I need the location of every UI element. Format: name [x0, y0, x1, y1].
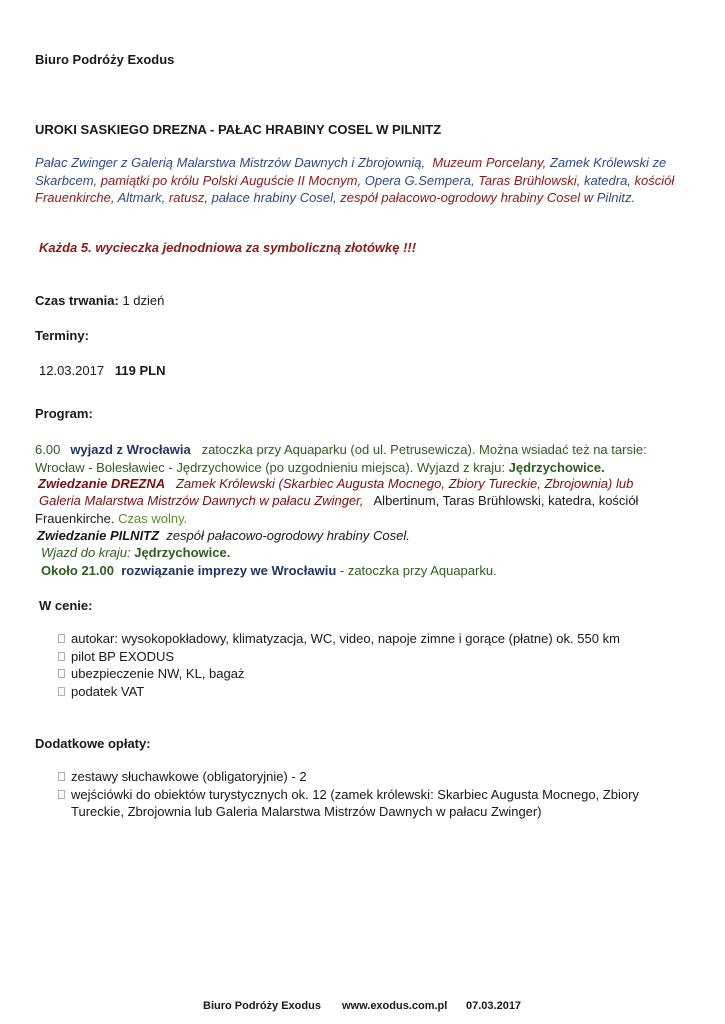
company-header: Biuro Podróży Exodus — [35, 52, 175, 67]
program-line-3 — [38, 476, 633, 491]
program-border: Jędrzychowice. — [508, 460, 605, 475]
program-text: Frauenkirche. — [35, 511, 115, 526]
intro-item: Pałac Zwinger z Galerią Malarstwa Mistrzów Dawnych i Zbrojownią, — [35, 155, 426, 170]
program-free-time: Czas wolny. — [118, 511, 188, 526]
list-item — [35, 683, 695, 701]
intro-item: Pilnitz. — [596, 190, 636, 205]
intro-item: ratusz, — [168, 190, 208, 205]
program-departure: wyjazd z Wrocławia — [70, 442, 191, 457]
intro-item: zespół pałacowo-ogrodowy hrabiny Cosel w — [340, 190, 594, 205]
footer-company: Biuro Podróży Exodus — [203, 1000, 321, 1012]
checkbox-icon — [58, 669, 65, 678]
program-line-4 — [39, 493, 638, 508]
list-item-text: podatek VAT — [71, 683, 145, 699]
intro-item: pamiątki po królu Polski Auguście II Mocnym, — [100, 172, 362, 188]
program-line-8 — [41, 563, 497, 578]
intro-paragraph — [35, 154, 675, 207]
included-list — [35, 630, 695, 700]
intro-item: kościół Frauenkirche, — [35, 172, 675, 205]
term-price: 119 PLN — [114, 363, 166, 378]
intro-item: ze Skarbcem, — [35, 155, 667, 188]
program-return: rozwiązanie imprezy we Wrocławiu — [121, 563, 337, 578]
extras-list — [35, 768, 665, 821]
program-line-2 — [35, 460, 605, 475]
list-item-text: ubezpieczenie NW, KL, bagaż — [71, 666, 245, 681]
program-text: Albertinum, Taras Brühlowski, katedra, kościół — [373, 493, 639, 508]
program-dresden: Zwiedzanie DREZNA — [38, 476, 166, 491]
list-item-text: zestawy słuchawkowe (obligatoryjnie) - 2 — [71, 769, 307, 784]
program-line-1 — [35, 442, 647, 457]
program-text: zespół pałacowo-ogrodowy hrabiny Cosel. — [166, 528, 410, 543]
program-line-7 — [41, 545, 230, 560]
intro-item: Zamek Królewski — [549, 155, 649, 170]
program-text: - zatoczka przy Aquaparku. — [339, 563, 497, 578]
intro-item: pałace hrabiny Cosel, — [211, 190, 337, 205]
checkbox-icon — [58, 790, 65, 799]
program-line-6 — [37, 528, 410, 543]
program-time: 6.00 — [35, 442, 61, 457]
list-item — [35, 768, 665, 786]
list-item-text: pilot BP EXODUS — [71, 648, 175, 664]
list-item-text: wejściówki do obiektów turystycznych ok. 12 (zamek królewski: Skarbiec Augusta Mocnego, Zbiory Tureckie, Zbrojownia lub Galeria Malarstwa Mistrzów Dawnych w pałacu Zwinger) — [71, 786, 639, 819]
footer-website: www.exodus.com.pl — [342, 1000, 448, 1012]
intro-item: Taras Brühlowski, — [478, 172, 581, 188]
program-text: zatoczka przy Aquaparku (od ul. Petrusewicza). Można wsiadać też na tarsie: — [201, 442, 647, 457]
term-date: 12.03.2017 — [39, 363, 105, 378]
program-line-5 — [35, 511, 187, 526]
program-text: Wjazd do kraju: — [41, 545, 131, 560]
extras-label: Dodatkowe opłaty: — [35, 736, 151, 751]
intro-item: Muzeum Porcelany, — [432, 155, 547, 170]
duration-value: 1 dzień — [122, 293, 165, 308]
duration — [35, 293, 164, 308]
intro-item: katedra, — [583, 172, 631, 188]
list-item-text: autokar: wysokopokładowy, klimatyzacja, WC, video, napoje zimne i gorące (płatne) ok. 550 km — [71, 631, 620, 646]
page-title: UROKI SASKIEGO DREZNA - PAŁAC HRABINY COSEL W PILNITZ — [35, 122, 442, 137]
intro-item: Opera G.Sempera, — [364, 172, 475, 188]
list-item — [35, 630, 695, 648]
checkbox-icon — [58, 652, 65, 661]
list-item — [35, 648, 695, 666]
program-border: Jędrzychowice. — [134, 545, 231, 560]
terms-label: Terminy: — [35, 328, 89, 343]
program-text: Galeria Malarstwa Mistrzów Dawnych w pałacu Zwinger, — [39, 493, 364, 508]
program-time: Około 21.00 — [41, 563, 114, 578]
list-item — [35, 665, 695, 683]
list-item — [35, 786, 665, 821]
duration-label: Czas trwania: — [35, 293, 119, 308]
program-text: Zamek Królewski (Skarbiec Augusta Mocnego, Zbiory Tureckie, Zbrojownia) lub — [175, 476, 634, 491]
intro-item: Altmark, — [117, 190, 166, 205]
promo-text: Każda 5. wycieczka jednodniowa za symboliczną złotówkę !!! — [39, 240, 417, 255]
checkbox-icon — [58, 772, 65, 781]
footer-date: 07.03.2017 — [466, 1000, 522, 1012]
included-label: W cenie: — [39, 598, 93, 613]
program-text: Wrocław - Bolesławiec - Jędrzychowice (po uzgodnieniu miejsca). Wyjazd z kraju: — [35, 460, 505, 475]
program-label: Program: — [35, 406, 93, 421]
checkbox-icon — [58, 687, 65, 696]
term-row — [39, 363, 166, 378]
checkbox-icon — [58, 634, 65, 643]
program-pilnitz: Zwiedzanie PILNITZ — [37, 528, 160, 543]
